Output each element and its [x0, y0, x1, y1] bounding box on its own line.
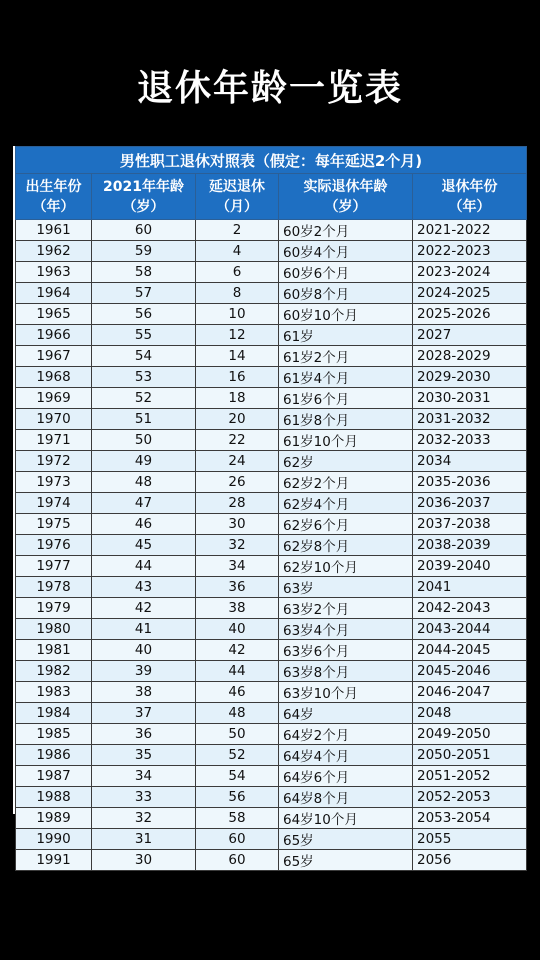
table-row [16, 409, 527, 430]
table-row [16, 451, 527, 472]
table-row [16, 472, 527, 493]
birth-year-cell: 1991 [16, 850, 92, 871]
age-2021-cell: 56 [92, 304, 196, 325]
actual-retirement-age-cell: 60岁2个月 [279, 220, 413, 241]
retirement-year-cell: 2053-2054 [413, 808, 527, 829]
actual-retirement-age-cell: 64岁6个月 [279, 766, 413, 787]
age-2021-cell: 54 [92, 346, 196, 367]
table-row [16, 430, 527, 451]
actual-retirement-age-cell: 61岁8个月 [279, 409, 413, 430]
birth-year-cell: 1981 [16, 640, 92, 661]
retirement-year-cell: 2034 [413, 451, 527, 472]
age-2021-cell: 39 [92, 661, 196, 682]
retirement-year-cell: 2024-2025 [413, 283, 527, 304]
table-row [16, 220, 527, 241]
actual-retirement-age-cell: 63岁2个月 [279, 598, 413, 619]
birth-year-cell: 1973 [16, 472, 92, 493]
actual-retirement-age-cell: 63岁10个月 [279, 682, 413, 703]
birth-year-cell: 1979 [16, 598, 92, 619]
age-2021-cell: 34 [92, 766, 196, 787]
birth-year-cell: 1986 [16, 745, 92, 766]
age-2021-cell: 57 [92, 283, 196, 304]
delay-months-cell: 12 [196, 325, 279, 346]
actual-retirement-age-cell: 60岁8个月 [279, 283, 413, 304]
actual-retirement-age-cell: 63岁6个月 [279, 640, 413, 661]
birth-year-cell: 1976 [16, 535, 92, 556]
delay-months-cell: 20 [196, 409, 279, 430]
retirement-year-cell: 2029-2030 [413, 367, 527, 388]
birth-year-cell: 1967 [16, 346, 92, 367]
actual-retirement-age-cell: 61岁4个月 [279, 367, 413, 388]
delay-months-cell: 18 [196, 388, 279, 409]
table-row [16, 682, 527, 703]
column-header-actual-retirement-age: 实际退休年龄 （岁） [279, 174, 413, 220]
delay-months-cell: 4 [196, 241, 279, 262]
actual-retirement-age-cell: 61岁10个月 [279, 430, 413, 451]
birth-year-cell: 1970 [16, 409, 92, 430]
birth-year-cell: 1985 [16, 724, 92, 745]
table-row [16, 745, 527, 766]
birth-year-cell: 1990 [16, 829, 92, 850]
table-row [16, 703, 527, 724]
delay-months-cell: 36 [196, 577, 279, 598]
actual-retirement-age-cell: 61岁2个月 [279, 346, 413, 367]
retirement-year-cell: 2051-2052 [413, 766, 527, 787]
age-2021-cell: 30 [92, 850, 196, 871]
table-row [16, 388, 527, 409]
actual-retirement-age-cell: 62岁2个月 [279, 472, 413, 493]
birth-year-cell: 1961 [16, 220, 92, 241]
age-2021-cell: 31 [92, 829, 196, 850]
delay-months-cell: 28 [196, 493, 279, 514]
actual-retirement-age-cell: 64岁8个月 [279, 787, 413, 808]
retirement-year-cell: 2044-2045 [413, 640, 527, 661]
age-2021-cell: 58 [92, 262, 196, 283]
birth-year-cell: 1965 [16, 304, 92, 325]
birth-year-cell: 1969 [16, 388, 92, 409]
table-row [16, 346, 527, 367]
table-row [16, 304, 527, 325]
delay-months-cell: 60 [196, 829, 279, 850]
age-2021-cell: 42 [92, 598, 196, 619]
birth-year-cell: 1972 [16, 451, 92, 472]
actual-retirement-age-cell: 62岁4个月 [279, 493, 413, 514]
birth-year-cell: 1977 [16, 556, 92, 577]
age-2021-cell: 43 [92, 577, 196, 598]
actual-retirement-age-cell: 65岁 [279, 829, 413, 850]
retirement-year-cell: 2035-2036 [413, 472, 527, 493]
retirement-year-cell: 2027 [413, 325, 527, 346]
table-row [16, 556, 527, 577]
age-2021-cell: 52 [92, 388, 196, 409]
delay-months-cell: 16 [196, 367, 279, 388]
birth-year-cell: 1971 [16, 430, 92, 451]
delay-months-cell: 34 [196, 556, 279, 577]
table-caption: 男性职工退休对照表（假定：每年延迟2个月) [16, 147, 527, 174]
retirement-year-cell: 2025-2026 [413, 304, 527, 325]
retirement-year-cell: 2049-2050 [413, 724, 527, 745]
birth-year-cell: 1974 [16, 493, 92, 514]
delay-months-cell: 44 [196, 661, 279, 682]
actual-retirement-age-cell: 62岁 [279, 451, 413, 472]
birth-year-cell: 1966 [16, 325, 92, 346]
table-row [16, 367, 527, 388]
retirement-year-cell: 2050-2051 [413, 745, 527, 766]
retirement-year-cell: 2042-2043 [413, 598, 527, 619]
table-row [16, 598, 527, 619]
retirement-year-cell: 2036-2037 [413, 493, 527, 514]
actual-retirement-age-cell: 62岁6个月 [279, 514, 413, 535]
retirement-year-cell: 2021-2022 [413, 220, 527, 241]
delay-months-cell: 6 [196, 262, 279, 283]
birth-year-cell: 1980 [16, 619, 92, 640]
retirement-year-cell: 2039-2040 [413, 556, 527, 577]
retirement-table-sheet [13, 146, 527, 870]
age-2021-cell: 40 [92, 640, 196, 661]
retirement-year-cell: 2056 [413, 850, 527, 871]
birth-year-cell: 1987 [16, 766, 92, 787]
table-row [16, 325, 527, 346]
birth-year-cell: 1989 [16, 808, 92, 829]
retirement-year-cell: 2045-2046 [413, 661, 527, 682]
age-2021-cell: 60 [92, 220, 196, 241]
table-row [16, 724, 527, 745]
column-header-age-2021: 2021年年龄 （岁） [92, 174, 196, 220]
delay-months-cell: 24 [196, 451, 279, 472]
retirement-year-cell: 2046-2047 [413, 682, 527, 703]
age-2021-cell: 48 [92, 472, 196, 493]
table-row [16, 577, 527, 598]
table-header-row [16, 174, 527, 220]
age-2021-cell: 32 [92, 808, 196, 829]
age-2021-cell: 44 [92, 556, 196, 577]
table-row [16, 619, 527, 640]
actual-retirement-age-cell: 60岁4个月 [279, 241, 413, 262]
actual-retirement-age-cell: 60岁6个月 [279, 262, 413, 283]
retirement-year-cell: 2048 [413, 703, 527, 724]
delay-months-cell: 26 [196, 472, 279, 493]
delay-months-cell: 48 [196, 703, 279, 724]
birth-year-cell: 1983 [16, 682, 92, 703]
delay-months-cell: 54 [196, 766, 279, 787]
delay-months-cell: 52 [196, 745, 279, 766]
actual-retirement-age-cell: 61岁 [279, 325, 413, 346]
birth-year-cell: 1982 [16, 661, 92, 682]
age-2021-cell: 50 [92, 430, 196, 451]
age-2021-cell: 55 [92, 325, 196, 346]
actual-retirement-age-cell: 64岁10个月 [279, 808, 413, 829]
retirement-year-cell: 2038-2039 [413, 535, 527, 556]
retirement-year-cell: 2028-2029 [413, 346, 527, 367]
actual-retirement-age-cell: 60岁10个月 [279, 304, 413, 325]
actual-retirement-age-cell: 63岁8个月 [279, 661, 413, 682]
age-2021-cell: 45 [92, 535, 196, 556]
delay-months-cell: 50 [196, 724, 279, 745]
delay-months-cell: 60 [196, 850, 279, 871]
delay-months-cell: 40 [196, 619, 279, 640]
actual-retirement-age-cell: 62岁8个月 [279, 535, 413, 556]
actual-retirement-age-cell: 65岁 [279, 850, 413, 871]
age-2021-cell: 46 [92, 514, 196, 535]
birth-year-cell: 1984 [16, 703, 92, 724]
delay-months-cell: 58 [196, 808, 279, 829]
age-2021-cell: 51 [92, 409, 196, 430]
table-row [16, 640, 527, 661]
retirement-year-cell: 2041 [413, 577, 527, 598]
delay-months-cell: 46 [196, 682, 279, 703]
age-2021-cell: 47 [92, 493, 196, 514]
table-row [16, 661, 527, 682]
retirement-year-cell: 2055 [413, 829, 527, 850]
table-row [16, 493, 527, 514]
retirement-table [15, 146, 527, 871]
table-row [16, 829, 527, 850]
age-2021-cell: 35 [92, 745, 196, 766]
column-header-birth-year: 出生年份 （年） [16, 174, 92, 220]
age-2021-cell: 33 [92, 787, 196, 808]
birth-year-cell: 1968 [16, 367, 92, 388]
actual-retirement-age-cell: 64岁2个月 [279, 724, 413, 745]
delay-months-cell: 42 [196, 640, 279, 661]
age-2021-cell: 38 [92, 682, 196, 703]
birth-year-cell: 1975 [16, 514, 92, 535]
delay-months-cell: 30 [196, 514, 279, 535]
age-2021-cell: 49 [92, 451, 196, 472]
delay-months-cell: 2 [196, 220, 279, 241]
birth-year-cell: 1988 [16, 787, 92, 808]
retirement-year-cell: 2031-2032 [413, 409, 527, 430]
actual-retirement-age-cell: 62岁10个月 [279, 556, 413, 577]
table-row [16, 766, 527, 787]
table-row [16, 850, 527, 871]
column-header-retirement-year: 退休年份 （年） [413, 174, 527, 220]
delay-months-cell: 38 [196, 598, 279, 619]
table-row [16, 787, 527, 808]
actual-retirement-age-cell: 63岁 [279, 577, 413, 598]
actual-retirement-age-cell: 63岁4个月 [279, 619, 413, 640]
actual-retirement-age-cell: 64岁4个月 [279, 745, 413, 766]
table-row [16, 241, 527, 262]
actual-retirement-age-cell: 61岁6个月 [279, 388, 413, 409]
table-row [16, 514, 527, 535]
table-row [16, 262, 527, 283]
age-2021-cell: 37 [92, 703, 196, 724]
retirement-year-cell: 2030-2031 [413, 388, 527, 409]
table-row [16, 535, 527, 556]
age-2021-cell: 36 [92, 724, 196, 745]
table-body [16, 220, 527, 871]
table-row [16, 283, 527, 304]
page-title: 退休年龄一览表 [136, 68, 403, 109]
birth-year-cell: 1978 [16, 577, 92, 598]
retirement-year-cell: 2043-2044 [413, 619, 527, 640]
retirement-year-cell: 2032-2033 [413, 430, 527, 451]
age-2021-cell: 41 [92, 619, 196, 640]
age-2021-cell: 53 [92, 367, 196, 388]
actual-retirement-age-cell: 64岁 [279, 703, 413, 724]
delay-months-cell: 14 [196, 346, 279, 367]
retirement-year-cell: 2023-2024 [413, 262, 527, 283]
retirement-year-cell: 2037-2038 [413, 514, 527, 535]
birth-year-cell: 1963 [16, 262, 92, 283]
delay-months-cell: 10 [196, 304, 279, 325]
retirement-year-cell: 2052-2053 [413, 787, 527, 808]
retirement-year-cell: 2022-2023 [413, 241, 527, 262]
age-2021-cell: 59 [92, 241, 196, 262]
delay-months-cell: 22 [196, 430, 279, 451]
delay-months-cell: 8 [196, 283, 279, 304]
birth-year-cell: 1964 [16, 283, 92, 304]
column-header-delay-months: 延迟退休 （月） [196, 174, 279, 220]
delay-months-cell: 32 [196, 535, 279, 556]
delay-months-cell: 56 [196, 787, 279, 808]
table-row [16, 808, 527, 829]
birth-year-cell: 1962 [16, 241, 92, 262]
